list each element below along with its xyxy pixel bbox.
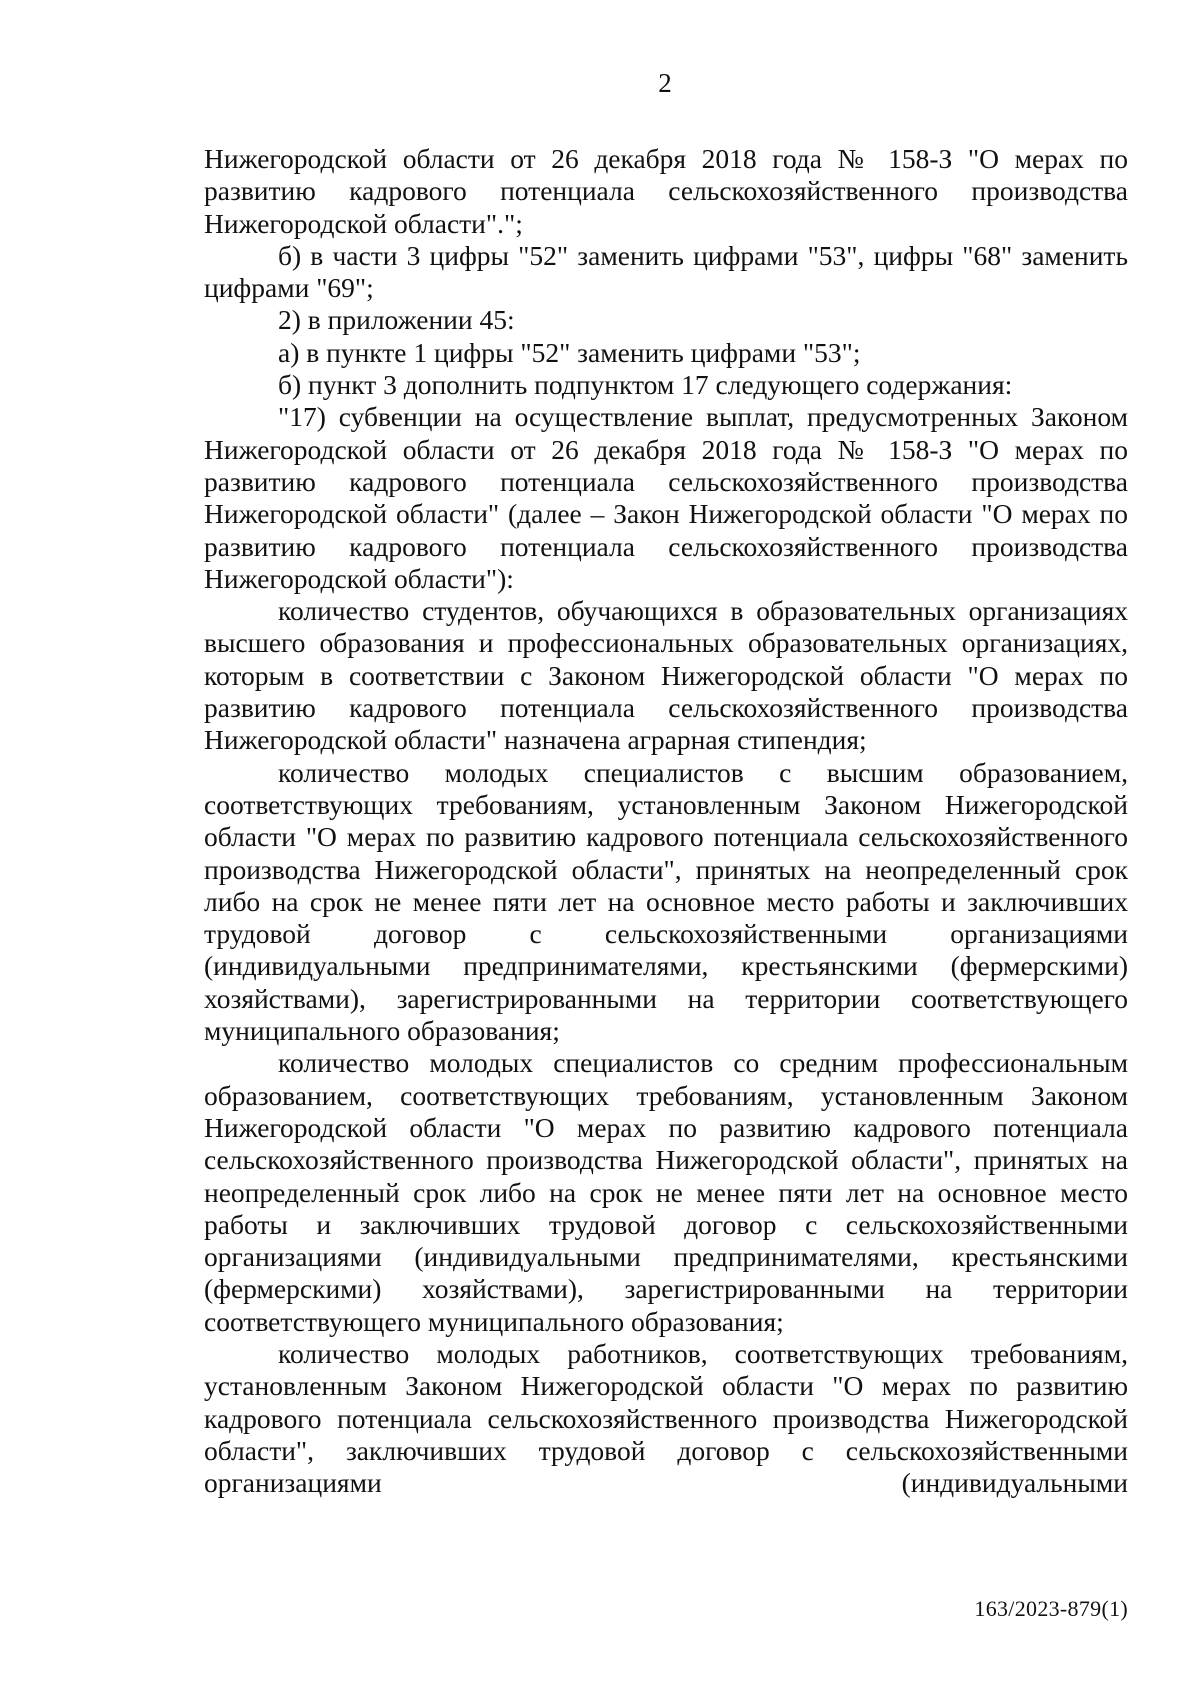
document-body [204, 143, 1128, 1499]
paragraph-appendix-45: 2) в приложении 45: [278, 304, 515, 336]
paragraph-point-3: б) пункт 3 дополнить подпунктом 17 следующего содержания: [278, 369, 1013, 401]
paragraph-vocational-specialists: количество молодых специалистов со средним профессиональным образованием, соответствующих требованиям, установленным Законом Нижегородской области "О мерах по развитию кадрового потенциала сельскохозяйственного производства Нижегородской области", принятых на неопределенный срок либо на срок не менее пяти лет на основное место работы и заключивших трудовой договор с сельскохозяйственными организациями (индивидуальными предпринимателями, крестьянскими (фермерскими) хозяйствами), зарегистрированными на территории соответствующего муниципального образования; [204, 1047, 1128, 1337]
paragraph-students: количество студентов, обучающихся в образовательных организациях высшего образования и профессиональных образовательных организациях, которым в соответствии с Законом Нижегородской области "О мерах по развитию кадрового потенциала сельскохозяйственного производства Нижегородской области" назначена аграрная стипендия; [204, 595, 1128, 756]
paragraph-young-workers: количество молодых работников, соответствующих требованиям, установленным Законом Нижегородской области "О мерах по развитию кадрового потенциала сельскохозяйственного производства Нижегородской области", заключивших трудовой договор с сельскохозяйственными организациями (индивидуальными [204, 1337, 1128, 1499]
paragraph-subpoint-17: "17) субвенции на осуществление выплат, предусмотренных Законом Нижегородской области от 26 декабря 2018 года № 158-З "О мерах по развитию кадрового потенциала сельскохозяйственного производства Нижегородской области" (далее – Закон Нижегородской области "О мерах по развитию кадрового потенциала сельскохозяйственного производства Нижегородской области"): [204, 401, 1128, 594]
paragraph-point-1: а) в пункте 1 цифры "52" заменить цифрами "53"; [278, 336, 861, 368]
paragraph-continuation: Нижегородской области от 26 декабря 2018 года № 158-З "О мерах по развитию кадрового потенциала сельскохозяйственного производства Нижегородской области"."; [204, 143, 1128, 239]
paragraph-amendment-part-3: б) в части 3 цифры "52" заменить цифрами "53", цифры "68" заменить цифрами "69"; [204, 239, 1128, 304]
page-number: 2 [658, 68, 672, 98]
paragraph-higher-education-specialists: количество молодых специалистов с высшим образованием, соответствующих требованиям, установленным Законом Нижегородской области "О мерах по развитию кадрового потенциала сельскохозяйственного производства Нижегородской области", принятых на неопределенный срок либо на срок не менее пяти лет на основное место работы и заключивших трудовой договор с сельскохозяйственными организациями (индивидуальными предпринимателями, крестьянскими (фермерскими) хозяйствами), зарегистрированными на территории соответствующего муниципального образования; [204, 756, 1128, 1047]
document-code: 163/2023-879(1) [974, 1596, 1128, 1621]
